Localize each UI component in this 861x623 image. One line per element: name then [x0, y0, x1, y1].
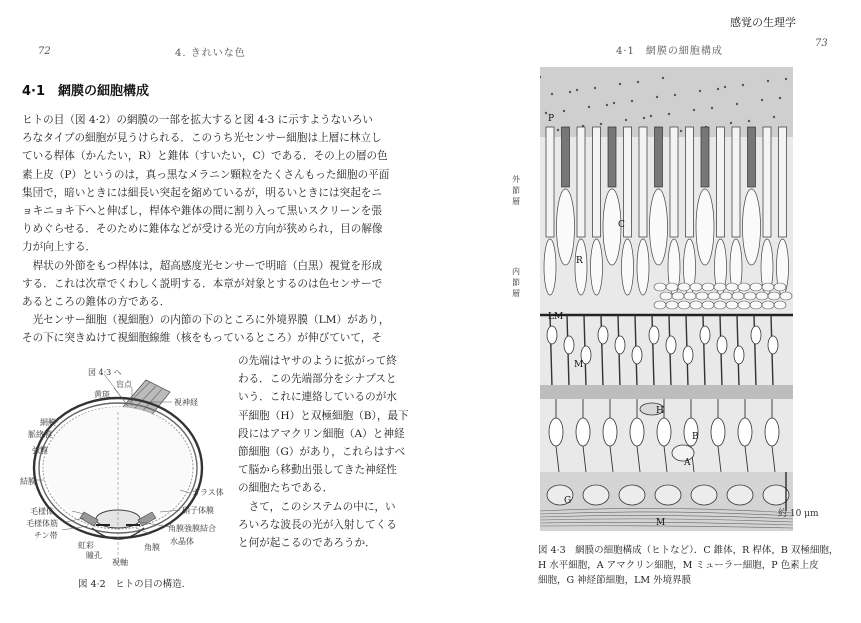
limiting-membrane-cell — [738, 301, 750, 309]
paragraph-line: 集団で，暗いときには細長い突起を縮めているが，明るいときには突起をニ — [22, 186, 382, 199]
rod-outer-segment — [577, 127, 585, 237]
pigment-granule — [785, 78, 787, 80]
label-lens: 水晶体 — [170, 537, 194, 546]
photoreceptor-nucleus — [768, 336, 778, 354]
limiting-membrane-cell — [654, 283, 666, 291]
cone-inner-segment — [743, 189, 761, 265]
pigment-granule — [545, 112, 547, 114]
paragraph-line: りめぐらせる．そのために錐体などが受ける光の方向が狭められ，目の解像 — [22, 223, 383, 236]
amacrine-cell — [672, 445, 694, 461]
pigment-granule — [656, 96, 658, 98]
paragraph-line: て脳から移動出張してきた神経性 — [238, 464, 397, 477]
photoreceptor-nucleus — [717, 336, 727, 354]
cell-label: P — [548, 114, 555, 124]
rod-inner-segment — [637, 239, 649, 295]
limiting-membrane-cell — [774, 301, 786, 309]
limiting-membrane-cell — [714, 301, 726, 309]
pigment-granule — [711, 107, 713, 109]
cell-label: A — [684, 458, 691, 468]
pigment-granule — [662, 77, 664, 79]
label-iris: 虹彩 — [78, 541, 94, 550]
paragraph-line: 素上皮（P）というのは，真っ黒なメラニン顆粒をたくさんもった細胞の平面 — [22, 168, 390, 181]
limiting-membrane-cell — [744, 292, 756, 300]
cell-label: LM — [548, 312, 564, 322]
limiting-membrane-cell — [726, 283, 738, 291]
rod-outer-segment — [670, 127, 678, 237]
label-zonule: チン帯 — [34, 531, 58, 540]
bipolar-cell — [576, 418, 590, 446]
pigment-granule — [717, 88, 719, 90]
ganglion-cell — [619, 485, 645, 505]
paragraph-line: 段にはアマクリン細胞（A）と神経 — [238, 427, 405, 440]
limiting-membrane-cell — [714, 283, 726, 291]
cone-inner-segment — [557, 189, 575, 265]
bipolar-cell — [630, 418, 644, 446]
limiting-membrane-cell — [684, 292, 696, 300]
label-optic-nerve: 視神経 — [174, 398, 198, 407]
cone-outer-segment — [701, 127, 709, 187]
limiting-membrane-cell — [780, 292, 792, 300]
limiting-membrane-cell — [690, 283, 702, 291]
paragraph-line: 節細胞（G）があり，これらはすべ — [238, 446, 406, 458]
photoreceptor-nucleus — [734, 346, 744, 364]
side-label-outer: 外節層 — [512, 175, 520, 206]
cell-label: M — [574, 360, 584, 370]
bipolar-cell — [711, 418, 725, 446]
limiting-membrane-cell — [702, 301, 714, 309]
pigment-granule — [748, 120, 750, 122]
caption-line: 図 4·3 網膜の細胞構成（ヒトなど）．C 錐体，R 桿体，B 双極細胞， — [538, 545, 839, 556]
limiting-membrane-cell — [756, 292, 768, 300]
photoreceptor-nucleus — [666, 336, 676, 354]
limiting-membrane-cell — [654, 301, 666, 309]
rod-outer-segment — [593, 127, 601, 237]
pigment-granule — [643, 117, 645, 119]
photoreceptor-nucleus — [700, 326, 710, 344]
bipolar-cell — [738, 418, 752, 446]
rod-inner-segment — [591, 239, 603, 295]
pigment-granule — [693, 109, 695, 111]
pigment-granule — [563, 110, 565, 112]
pigment-granule — [600, 123, 602, 125]
rod-inner-segment — [622, 239, 634, 295]
pigment-granule — [779, 97, 781, 99]
header-right: 感覚の生理学 — [730, 16, 796, 29]
eye-diagram — [0, 362, 240, 572]
retina-figure — [540, 67, 793, 531]
synapse-layer — [540, 385, 793, 399]
running-head-right: 4·1 網膜の細胞構成 — [616, 46, 723, 57]
bipolar-cell — [603, 418, 617, 446]
photoreceptor-nucleus — [751, 326, 761, 344]
pigment-granule — [569, 91, 571, 93]
pigment-granule — [724, 86, 726, 88]
pigment-granule — [699, 90, 701, 92]
label-conjunctiva: 結膜 — [20, 477, 36, 486]
paragraph-line: あるところの錐体の方である． — [22, 296, 171, 308]
cell-label: B — [692, 432, 699, 442]
paragraph-line: さて，このシステムの中に，い — [238, 500, 396, 513]
photoreceptor-nucleus — [598, 326, 608, 344]
limiting-membrane-cell — [750, 301, 762, 309]
photoreceptor-nucleus — [683, 346, 693, 364]
label-cornea: 角膜 — [144, 543, 160, 552]
limiting-membrane-cell — [696, 292, 708, 300]
rod-outer-segment — [717, 127, 725, 237]
label-vitreous: ガラス体 — [192, 488, 224, 497]
limiting-membrane-cell — [708, 292, 720, 300]
limiting-membrane-cell — [666, 301, 678, 309]
rod-outer-segment — [779, 127, 787, 237]
paragraph-line: 光センサー細胞（視細胞）の内節の下のところに外境界膜（LM）があり， — [22, 314, 390, 327]
rod-outer-segment — [763, 127, 771, 237]
ganglion-cell — [583, 485, 609, 505]
limiting-membrane-cell — [660, 292, 672, 300]
ganglion-cell — [691, 485, 717, 505]
caption-line: H 水平細胞，A アマクリン細胞，M ミューラー細胞，P 色素上皮 — [538, 560, 819, 571]
photoreceptor-nucleus — [615, 336, 625, 354]
page-number-right: 73 — [815, 38, 828, 49]
limiting-membrane-cell — [762, 283, 774, 291]
pigment-granule — [680, 130, 682, 132]
label-choroid: 脈絡膜 — [28, 430, 52, 439]
label-blind-spot: 盲点 — [116, 380, 132, 389]
section-title: 4·1 網膜の細胞構成 — [22, 84, 150, 99]
limiting-membrane-cell — [720, 292, 732, 300]
limiting-membrane-cell — [762, 301, 774, 309]
pigment-granule — [557, 129, 559, 131]
photoreceptor-nucleus — [649, 326, 659, 344]
limiting-membrane-cell — [726, 301, 738, 309]
eye-figure-caption: 図 4·2 ヒトの目の構造． — [78, 579, 192, 590]
cone-outer-segment — [562, 127, 570, 187]
paragraph-line: その下に突きぬけて視細胞線維（核をもっているところ）が伸びていて，そ — [22, 332, 382, 345]
ganglion-cell — [655, 485, 681, 505]
pigment-granule — [668, 113, 670, 115]
label-pupil: 瞳孔 — [86, 551, 102, 560]
cell-label: R — [576, 256, 583, 266]
limiting-membrane-cell — [702, 283, 714, 291]
label-optic-axis: 視軸 — [112, 558, 128, 567]
pigment-granule — [730, 122, 732, 124]
cell-label: C — [618, 220, 625, 230]
pigment-granule — [625, 119, 627, 121]
pigment-granule — [742, 84, 744, 86]
pigment-granule — [606, 104, 608, 106]
cone-outer-segment — [608, 127, 616, 187]
pigment-granule — [736, 103, 738, 105]
scale-label: 約 10 μm — [778, 509, 819, 519]
rod-outer-segment — [546, 127, 554, 237]
pigment-granule — [761, 99, 763, 101]
limiting-membrane-cell — [750, 283, 762, 291]
limiting-membrane-cell — [672, 292, 684, 300]
label-retina: 網膜 — [40, 418, 56, 427]
limiting-membrane-cell — [768, 292, 780, 300]
label-macula: 黄斑 — [94, 390, 110, 399]
paragraph-line: ョキニョキ下へと伸ばし，桿体や錐体の間に割り入って黒いスクリーンを張 — [22, 205, 382, 217]
left-page — [0, 0, 425, 623]
pigment-granule — [674, 94, 676, 96]
paragraph-line: 力が向上する． — [22, 241, 97, 254]
pigment-granule — [650, 115, 652, 117]
paragraph-line: する．これは次章でくわしく説明する．本章が対象とするのは色センサーで — [22, 277, 383, 290]
pigment-granule — [576, 89, 578, 91]
running-head-left: 4. きれいな色 — [175, 48, 246, 59]
paragraph-line: いう．これに連絡しているのが水 — [238, 391, 397, 404]
rod-inner-segment — [575, 239, 587, 295]
side-label-inner: 内節層 — [512, 267, 520, 298]
cell-label: G — [564, 496, 572, 506]
pigment-granule — [588, 106, 590, 108]
limiting-membrane-cell — [774, 283, 786, 291]
pigment-granule — [767, 80, 769, 82]
label-sclera: 強膜 — [32, 446, 48, 455]
paragraph-line: ヒトの目（図 4·2）の網膜の一部を拡大すると図 4·3 に示すようないろい — [22, 114, 374, 126]
ganglion-cell — [727, 485, 753, 505]
pigment-granule — [773, 116, 775, 118]
bipolar-cell — [549, 418, 563, 446]
paragraph-line: ろなタイプの細胞が見うけられる．このうち光センサー細胞は上層に林立し — [22, 132, 382, 145]
photoreceptor-nucleus — [632, 346, 642, 364]
limiting-membrane-cell — [666, 283, 678, 291]
rod-outer-segment — [639, 127, 647, 237]
pigment-granule — [637, 81, 639, 83]
paragraph-line: の先端はヤサのように拡がって終 — [238, 355, 397, 367]
pigment-granule — [619, 83, 621, 85]
pigment-granule — [594, 87, 596, 89]
pigment-epithelium — [540, 67, 793, 137]
label-ciliary-muscle: 毛様体筋 — [26, 519, 58, 528]
right-page — [430, 0, 861, 623]
limiting-membrane-cell — [678, 283, 690, 291]
page-number-left: 72 — [38, 46, 51, 57]
paragraph-line: ろいろな波長の光が入射してくる — [238, 518, 397, 531]
rod-inner-segment — [544, 239, 556, 295]
paragraph-line: ている桿体（かんたい，R）と錐体（すいたい，C）である．その上の層の色 — [22, 150, 388, 163]
cell-label: H — [656, 406, 664, 416]
pigment-granule — [551, 93, 553, 95]
limiting-membrane-cell — [690, 301, 702, 309]
photoreceptor-nucleus — [564, 336, 574, 354]
cone-outer-segment — [655, 127, 663, 187]
cell-label: M — [656, 518, 666, 528]
paragraph-line: と何が起こるのであろうか． — [238, 537, 376, 549]
photoreceptor-nucleus — [547, 326, 557, 344]
cone-inner-segment — [650, 189, 668, 265]
cone-outer-segment — [748, 127, 756, 187]
cone-inner-segment — [696, 189, 714, 265]
paragraph-line: 桿状の外節をもつ桿体は，超高感度光センサーで明暗（白黒）視覚を形成 — [22, 259, 383, 272]
label-corneoscleral: 角膜強膜結合 — [168, 524, 216, 533]
paragraph-line: 平細胞（H）と双極細胞（B），最下 — [238, 409, 409, 422]
caption-line: 細胞，G 神経節細胞，LM 外境界膜 — [538, 575, 692, 586]
rod-outer-segment — [686, 127, 694, 237]
pigment-granule — [613, 102, 615, 104]
paragraph-line: わる．この先端部分をシナプスと — [238, 373, 397, 386]
ganglion-cell — [763, 485, 789, 505]
retina-cells-illustration — [540, 67, 793, 531]
limiting-membrane-cell — [732, 292, 744, 300]
bipolar-cell — [765, 418, 779, 446]
label-ciliary-body: 毛様体 — [30, 507, 54, 516]
limiting-membrane-cell — [678, 301, 690, 309]
rod-outer-segment — [732, 127, 740, 237]
label-fig-ref: 図 4·3 へ — [88, 368, 122, 377]
label-hyaloid: 硝子体膜 — [182, 506, 214, 515]
limiting-membrane-cell — [738, 283, 750, 291]
pigment-granule — [631, 100, 633, 102]
paragraph-line: の細胞たちである． — [238, 482, 334, 495]
bipolar-cell — [657, 418, 671, 446]
